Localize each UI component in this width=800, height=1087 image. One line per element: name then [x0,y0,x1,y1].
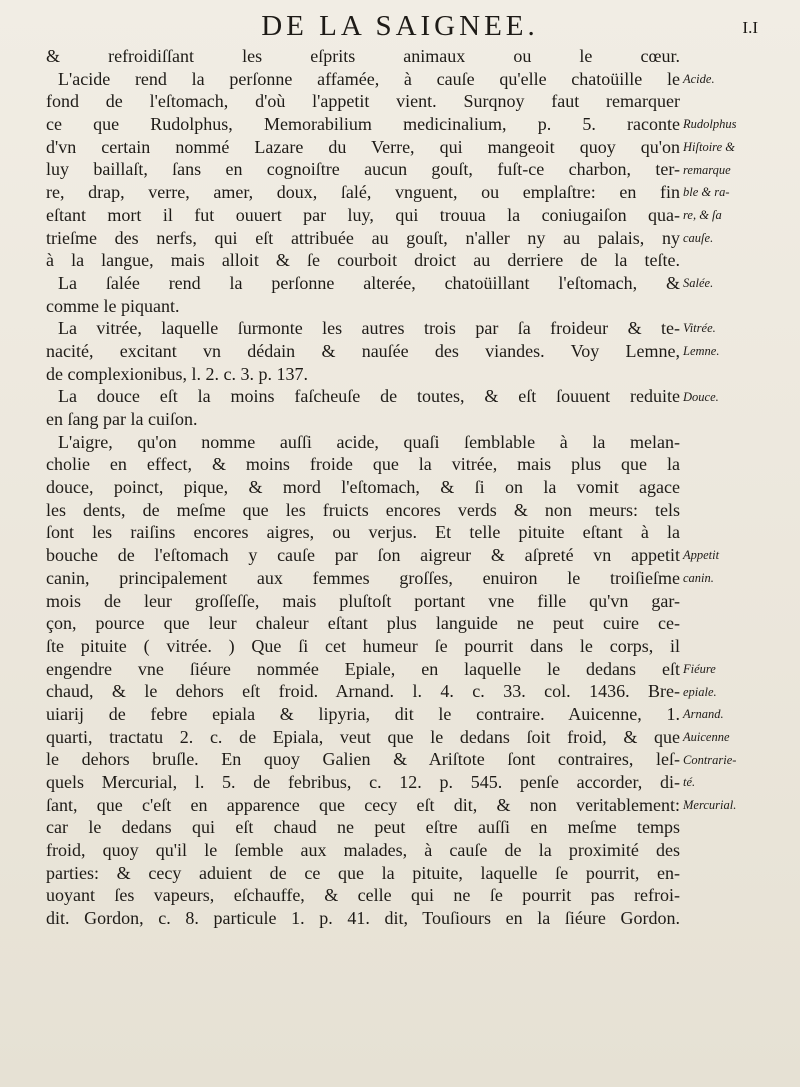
margin-note: Hiſtoire & [683,139,735,154]
text-line: ſont les raiſins encores aigres, ou verjus. Et telle pituite eſtant à la [46,522,680,543]
text-line: luy baillaſt, ſans en cognoiſtre aucun gouſt, fuſt-ce charbon, ter- [46,159,680,180]
text-line: La douce eſt la moins faſcheuſe de toutes, & eſt ſouuent reduite [58,386,680,407]
margin-note: canin. [683,571,714,586]
body-text [46,45,680,930]
margin-note: Contrarie- [683,752,737,767]
text-line: chaud, & le dehors eſt froid. Arnand. l. 4. c. 33. col. 1436. Bre- [46,681,680,702]
text-line: les dents, de meſme que les fruicts encores verds & non meurs: tels [46,499,680,520]
margin-note: Vitrée. [683,321,716,336]
text-line: en ſang par la cuiſon. [46,409,198,429]
text-line: comme le piquant. [46,295,180,316]
text-line: dit. Gordon, c. 8. particule 1. p. 41. dit, Touſiours en la ſiéure Gordon. [46,908,680,929]
margin-note: ble & ra- [683,185,730,200]
running-head: DE LA SAIGNEE. [261,10,539,42]
text-line: & refroidiſſant les eſprits animaux ou le cœur. [46,46,680,66]
text-line: à la langue, mais alloit & ſe courboit droict au derriere de la teſte. [46,250,680,271]
text-line: quarti, tractatu 2. c. de Epiala, veut que le dedans ſoit froid, & que [46,726,680,747]
text-line: mois de leur groſſeſſe, mais pluſtoſt portant vne fille qu'vn gar- [46,590,680,611]
text-line: La ſalée rend la perſonne alterée, chatoüillant l'eſtomach, & [58,272,680,293]
margin-note: Arnand. [683,707,724,722]
page-number: I.I [742,18,758,37]
text-line: nacité, excitant vn dédain & nauſée des viandes. Voy Lemne, [46,340,680,361]
margin-note: Lemne. [683,344,720,359]
text-line: L'aigre, qu'on nomme auſſi acide, quaſi ſemblable à la melan- [58,431,680,452]
text-line: uoyant ſes vapeurs, eſchauffe, & celle qui ne ſe pourrit pas refroi- [46,885,680,906]
page-header [0,10,800,44]
text-line: ſant, que c'eſt en apparence que cecy eſt dit, & non veritablement: [46,794,680,815]
text-line: engendre vne ſiéure nommée Epiale, en laquelle le dedans eſt [46,658,680,679]
margin-note: remarque [683,162,731,177]
margin-note: epiale. [683,684,717,699]
text-line: ce que Rudolphus, Memorabilium medicinalium, p. 5. raconte [46,114,680,135]
text-line: de complexionibus, l. 2. c. 3. p. 137. [46,363,308,384]
margin-note: Douce. [683,389,719,404]
margin-note: Fiéure [683,661,716,676]
text-line: La vitrée, laquelle ſurmonte les autres trois par ſa froideur & te- [58,318,680,339]
text-line: uiarij de febre epiala & lipyria, dit le contraire. Auicenne, 1. [46,703,680,724]
text-line: trieſme des nerfs, qui eſt attribuée au gouſt, n'aller ny au palais, ny [46,227,680,248]
text-line: canin, principalement aux femmes groſſes, enuiron le troiſieſme [46,567,680,588]
margin-note: cauſe. [683,230,714,245]
text-line: parties: & cecy aduient de ce que la pituite, laquelle ſe pourrit, en- [46,862,680,883]
margin-note: Auicenne [683,730,730,744]
text-line: quels Mercurial, l. 5. de febribus, c. 12. p. 545. penſe accorder, di- [46,772,680,792]
text-line: froid, quoy qu'il le ſemble aux malades, à cauſe de la proximité des [46,840,680,861]
margin-note: re, & ſa [683,207,722,222]
text-line: bouche de l'eſtomach y cauſe par ſon aigreur & aſpreté vn appetit [46,545,680,566]
text-line: eſtant mort il fut ouuert par luy, qui trouua la coniugaiſon qua- [46,204,680,225]
margin-note: té. [683,775,696,790]
text-line: fond de l'eſtomach, d'où l'appetit vient. Surqnoy faut remarquer [46,91,680,112]
text-line: d'vn certain nommé Lazare du Verre, qui mangeoit quoy qu'on [46,136,680,157]
text-line: douce, poinct, pique, & mord l'eſtomach, & ſi on la vomit agace [46,477,680,498]
margin-note: Mercurial. [683,798,737,813]
text-line: L'acide rend la perſonne affamée, à cauſe qu'elle chatoüille le [58,68,680,89]
text-line: cholie en effect, & moins froide que la vitrée, mais plus que la [46,454,680,475]
margin-note: Rudolphus [683,117,737,132]
text-line: çon, pource que leur chaleur eſtant plus languide ne peut cuire ce- [46,613,680,634]
margin-note: Appetit [683,548,720,563]
margin-note: Acide. [683,71,715,86]
text-line: le dehors bruſle. En quoy Galien & Ariſtote ſont contraires, leſ- [46,749,680,770]
text-line: ſte pituite ( vitrée. ) Que ſi cet humeur ſe pourrit dans le corps, il [46,635,680,656]
text-line: re, drap, verre, amer, doux, ſalé, vnguent, ou emplaſtre: en fin [46,182,680,203]
margin-note: Salée. [683,276,714,290]
text-line: car le dedans qui eſt chaud ne peut eſtre auſſi en meſme temps [46,817,680,838]
